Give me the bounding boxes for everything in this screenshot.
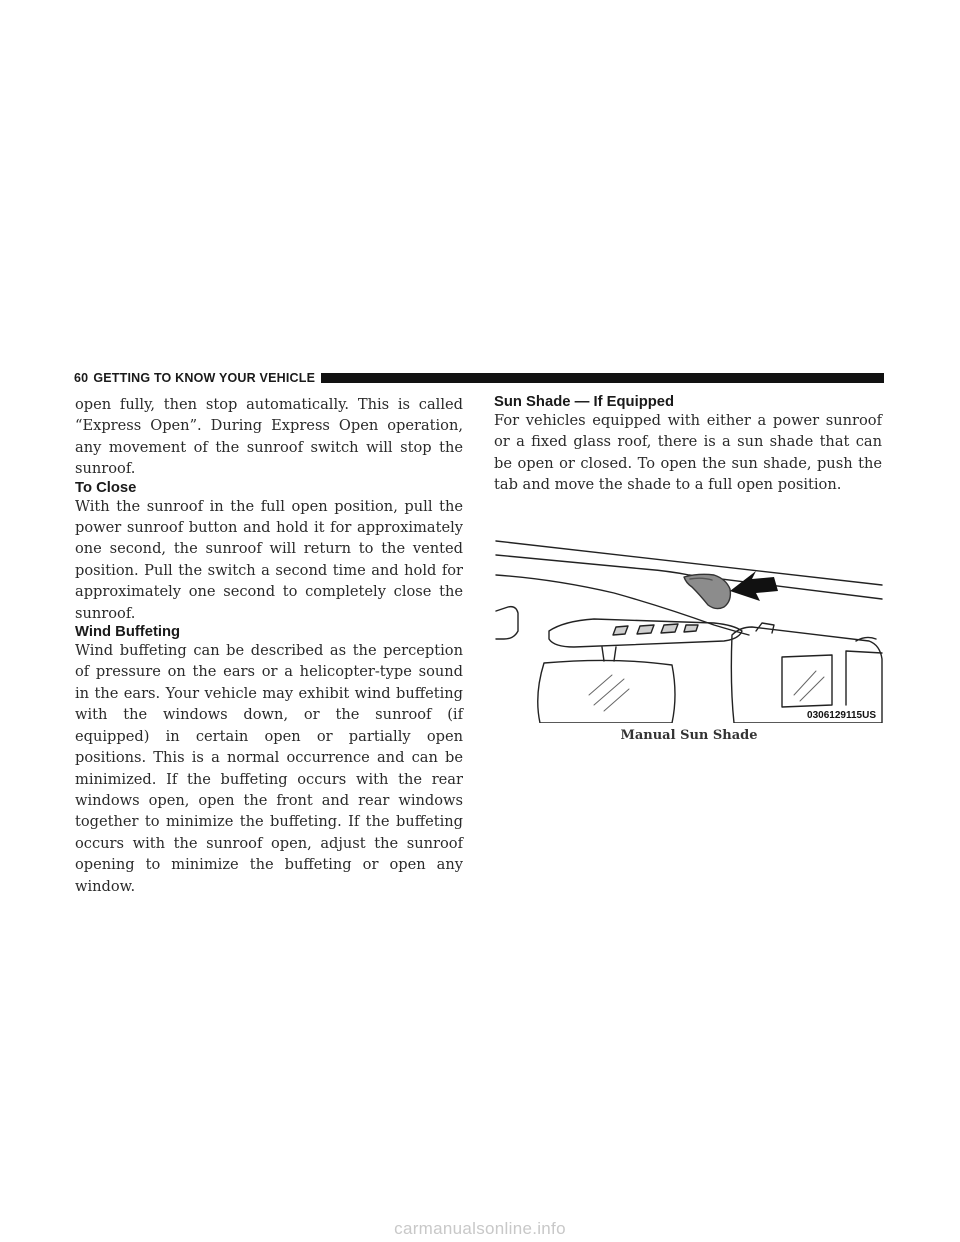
figure-id-label: 0306129115US: [807, 710, 876, 721]
section-title: GETTING TO KNOW YOUR VEHICLE: [93, 371, 316, 385]
figure-caption: Manual Sun Shade: [620, 728, 758, 743]
mirror-stem: [602, 647, 616, 661]
rearview-mirror: [538, 660, 675, 723]
sun-shade-illustration: [494, 535, 884, 723]
right-column: [494, 394, 882, 496]
watermark: carmanualsonline.info: [394, 1219, 566, 1238]
sun-shade-paragraph: For vehicles equipped with either a power sunroof or a fixed glass roof, there is a sun shade that can be open or closed. To open the sun shade, push the tab and move the shade to a full open position.: [494, 412, 882, 494]
to-close-paragraph: With the sunroof in the full open position, pull the power sunroof button and hold it for approximately one second, the sunroof will return to the vented position. Pull the switch a second time and hold for approximately one second to completely close the sunroof.: [75, 497, 463, 622]
to-close-heading: To Close: [75, 479, 137, 496]
wind-buffeting-paragraph: Wind buffeting can be described as the perception of pressure on the ears or a helicopter-type sound in the ears. Your vehicle may exhibit wind buffeting with the windows down, or the sunroof (if equipped) in certain open or partially open positions. This is a normal occurrence and can be minimized. If the buffeting occurs with the rear windows open, open the front and rear windows together to minimize the buffeting. If the buffeting occurs with the sunroof open, adjust the sunroof opening to minimize the buffeting or open any window.: [75, 642, 463, 895]
intro-paragraph: open fully, then stop automatically. This is called “Express Open”. During Express Open operation, any movement of the sunroof switch will stop the sunroof.: [75, 396, 463, 478]
page-number: 60: [74, 371, 89, 385]
sun-shade-heading: Sun Shade — If Equipped: [494, 394, 675, 410]
page-header: [74, 371, 884, 385]
left-column: [75, 394, 463, 897]
pointer-arrow: [730, 571, 778, 601]
header-rule: [321, 373, 884, 383]
wind-buffeting-heading: Wind Buffeting: [75, 624, 181, 641]
sun-shade-drawing: [494, 535, 884, 723]
right-visor: [731, 627, 882, 723]
left-visor: [496, 607, 518, 639]
